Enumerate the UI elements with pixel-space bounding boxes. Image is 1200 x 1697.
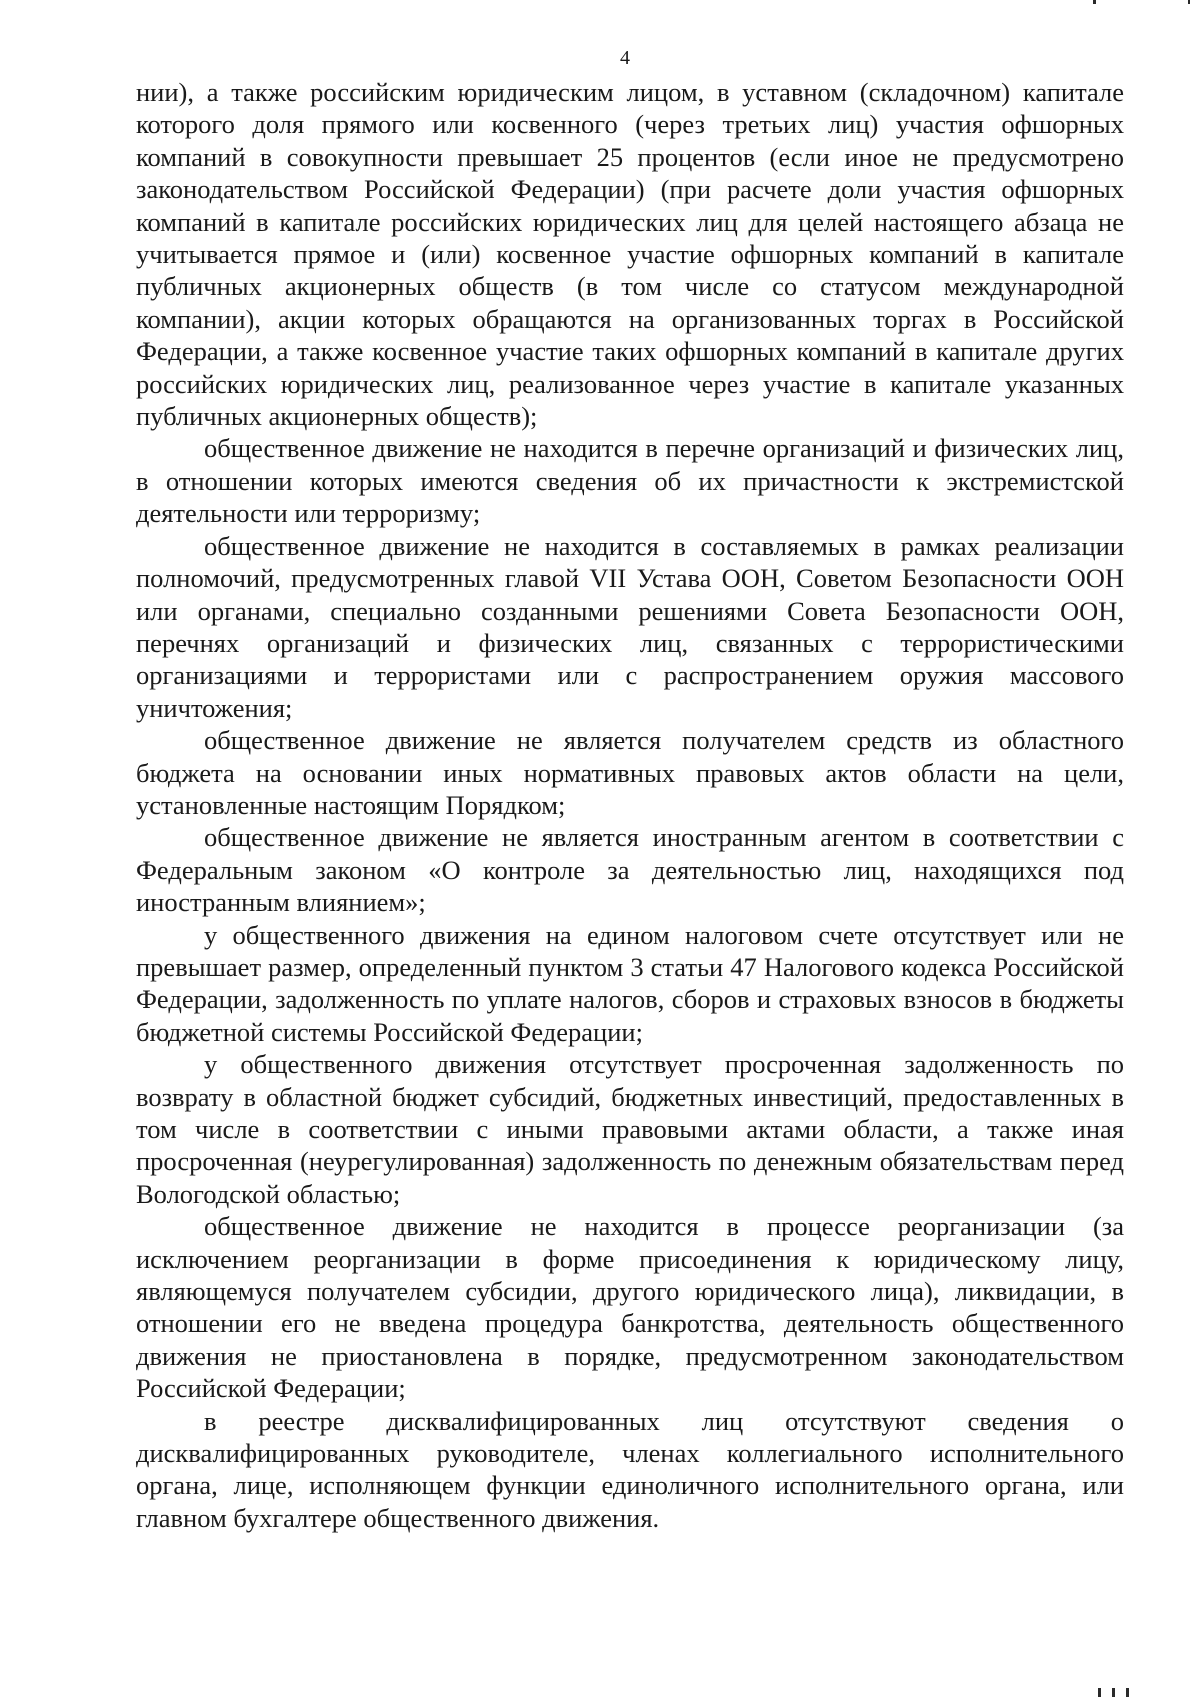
document-body <box>136 76 1124 1534</box>
page-number: 4 <box>620 47 630 69</box>
paragraph-un-sanctions-list: общественное движение не находится в составляемых в рамках реализации полномочий, предусмотренных главой VII Устава ООН, Советом Безопасности ООН или органами, специально созданными решениями Совета Безопасности ООН, перечнях организаций и физических лиц, связанных с террористическими организациями и террористами или с распространением оружия массового уничтожения; <box>136 530 1124 723</box>
paragraph-other-budget-funds: общественное движение не является получателем средств из областного бюджета на основании иных нормативных правовых актов области на цели, установленные настоящим Порядком; <box>136 725 1124 820</box>
scan-artifact-mark <box>1126 1688 1129 1697</box>
scan-artifact-mark <box>1098 1688 1101 1697</box>
scan-artifact-mark <box>1112 1688 1115 1697</box>
paragraph-tax-debt: у общественного движения на едином налоговом счете отсутствует или не превышает размер, определенный пунктом 3 статьи 47 Налогового кодекса Российской Федерации, задолженность по уплате налогов, сборов и страховых взносов в бюджеты бюджетной системы Российской Федерации; <box>136 919 1124 1047</box>
paragraph-extremism-list: общественное движение не находится в перечне организаций и физических лиц, в отношении которых имеются сведения об их причастности к экстремистской деятельности или терроризму; <box>136 433 1124 529</box>
paragraph-foreign-agent: общественное движение не является иностранным агентом в соответствии с Федеральным законом «О контроле за деятельностью лиц, находящихся под иностранным влиянием»; <box>136 822 1124 918</box>
scan-artifact-mark <box>1093 0 1096 4</box>
paragraph-reorganization: общественное движение не находится в процессе реорганизации (за исключением реорганизации в форме присоединения к юридическому лицу, являющемуся получателем субсидии, другого юридического лица), ликвидации, в отношении его не введена процедура банкротства, деятельность общественного движения не приостановлена в порядке, предусмотренном законодательством Российской Федерации; <box>136 1211 1124 1404</box>
paragraph-continuation: нии), а также российским юридическим лицом, в уставном (складочном) капитале которого доля прямого или косвенного (через третьих лиц) участия офшорных компаний в совокупности превышает 25 процентов (если иное не предусмотрено законодательством Российской Федерации) (при расчете доли участия офшорных компаний в капитале российских юридических лиц для целей настоящего абзаца не учитывается прямое и (или) косвенное участие офшорных компаний в капитале публичных акционерных обществ (в том числе со статусом международной компании), акции которых обращаются на организованных торгах в Российской Федерации, а также косвенное участие таких офшорных компаний в капитале других российских юридических лиц, реализованное через участие в капитале указанных публичных акционерных обществ); <box>136 77 1124 432</box>
scan-artifact-mark <box>1188 0 1190 4</box>
paragraph-overdue-debt: у общественного движения отсутствует просроченная задолженность по возврату в областной бюджет субсидий, бюджетных инвестиций, предоставленных в том числе в соответствии с иными правовыми актами области, а также иная просроченная (неурегулированная) задолженность по денежным обязательствам перед Вологодской областью; <box>136 1049 1124 1209</box>
paragraph-disqualified-persons: в реестре дисквалифицированных лиц отсутствуют сведения о дисквалифицированных руководителе, членах коллегиального исполнительного органа, лице, исполняющем функции единоличного исполнительного органа, или главном бухгалтере общественного движения. <box>136 1405 1124 1533</box>
